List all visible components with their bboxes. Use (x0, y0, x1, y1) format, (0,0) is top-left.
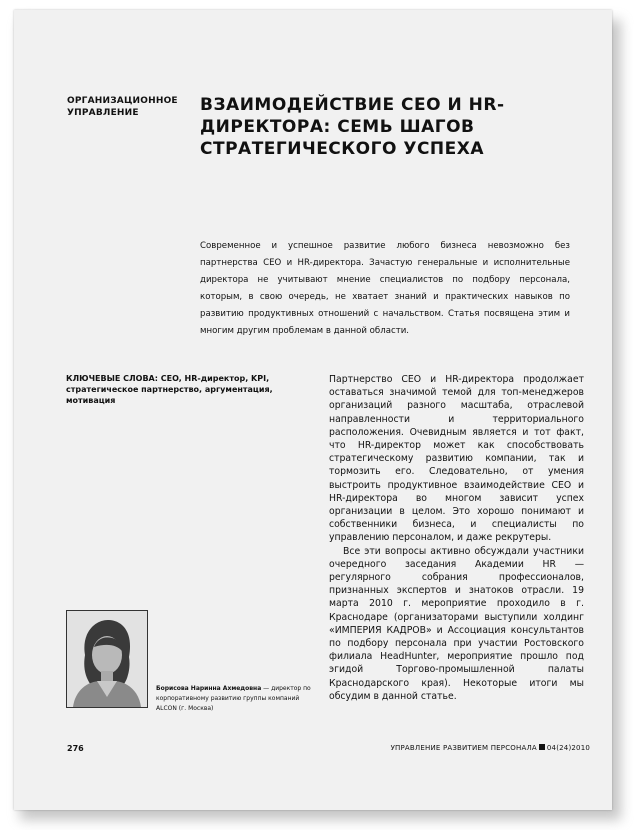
author-caption (156, 684, 318, 714)
issue-number: 04(24)2010 (546, 744, 590, 752)
keywords: КЛЮЧЕВЫЕ СЛОВА: CEO, HR-директор, KPI, стратегическое партнерство, аргументация, мотивация (66, 374, 273, 405)
journal-name: УПРАВЛЕНИЕ РАЗВИТИЕМ ПЕРСОНАЛА (390, 744, 537, 752)
body-column (329, 373, 584, 703)
author-role: — директор по корпоративному развитию группы компаний ALCON (г. Москва) (156, 685, 311, 712)
author-portrait-image (67, 611, 147, 707)
lead-paragraph: Современное и успешное развитие любого бизнеса невозможно без партнерства CEO и HR-директора. Зачастую генеральные и исполнительные директора не учитывают мнение специалистов по подбору персонала, которым, в свою очередь, не хватает знаний и практических навыков по развитию продуктивных отношений с начальством. Статья посвящена этим и многим другим проблемам в данной области. (200, 241, 570, 336)
body-paragraph-1: Партнерство CEO и HR-директора продолжает оставаться значимой темой для топ-менеджеров организаций разного масштаба, отраслевой направленности и территориального расположения. Очевидным является и тот факт, что HR-директор может как способствовать стратегическому развитию компании, так и тормозить его. Следовательно, от умения выстроить продуктивное взаимодействие CEO и HR-директора во многом зависит успех организации в целом. Это хорошо понимают и собственники бизнеса, и специалисты по управлению персоналом, и даже рекрутеры. (329, 374, 584, 544)
body-paragraph-2: Все эти вопросы активно обсуждали участники очередного заседания Академии HR — регулярного собрания профессионалов, признанных экспертов и знатоков отрасли. 19 марта 2010 г. мероприятие проходило в г. Краснодаре (организаторами выступили холдинг «ИМПЕРИЯ КАДРОВ» и Ассоциация консультантов по подбору персонала при участии Ростовского филиала HeadHunter, мероприятие прошло под эгидой Торгово-промышленной палаты Краснодарского края). Некоторые итоги мы обсудим в данной статье. (329, 545, 584, 702)
author-photo (66, 610, 148, 708)
journal-footer (391, 744, 590, 752)
author-name: Борисова Наринна Ахмедовна (156, 685, 262, 692)
article-title: ВЗАИМОДЕЙСТВИЕ CEO И HR-ДИРЕКТОРА: СЕМЬ ШАГОВ СТРАТЕГИЧЕСКОГО УСПЕХА (200, 95, 505, 159)
section-label: ОРГАНИЗАЦИОННОЕ УПРАВЛЕНИЕ (67, 96, 178, 118)
square-separator-icon (539, 744, 545, 750)
page-number: 276 (67, 744, 84, 753)
